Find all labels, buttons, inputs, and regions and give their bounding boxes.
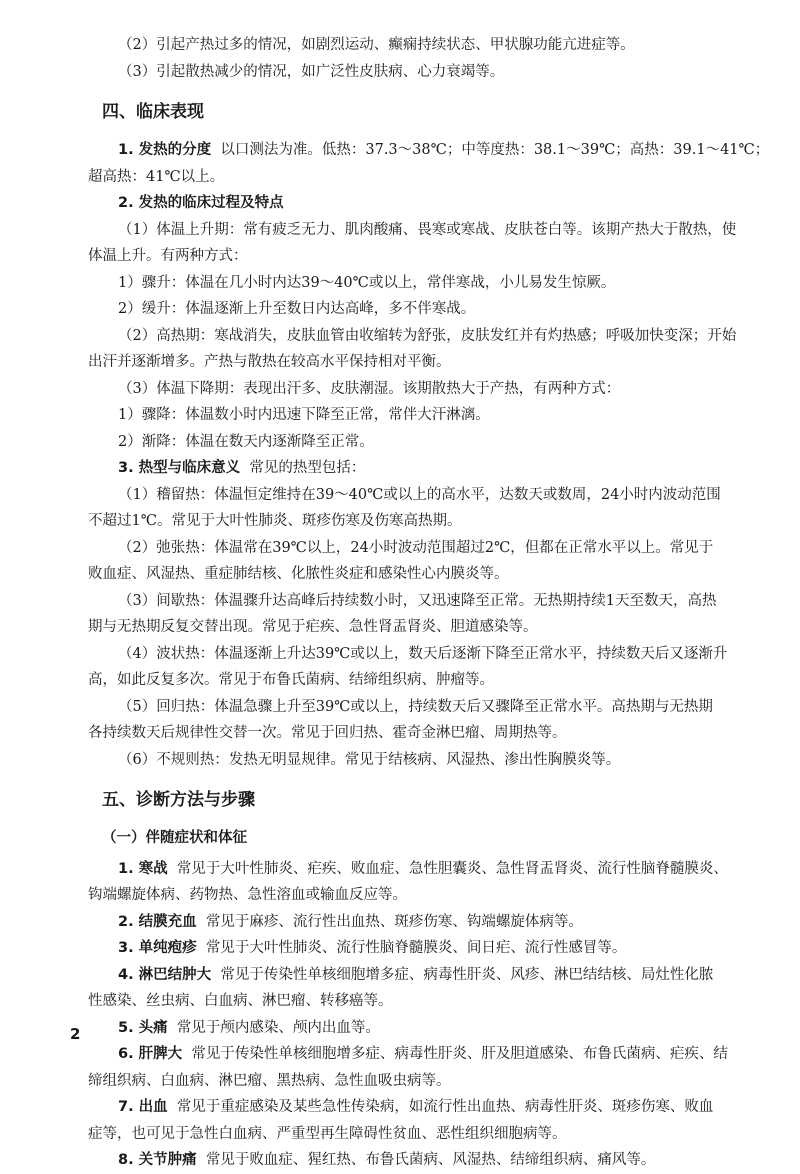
high-line1: （2）高热期：寒战消失，皮肤血管由收缩转为舒张，皮肤发红并有灼热感；呼吸加快变深；开始: [118, 327, 737, 344]
symptom-item: [88, 1147, 718, 1174]
subsection-1-heading: （一）伴随症状和体征: [102, 830, 247, 846]
fever-grade-line2: 超高热：41℃以上。: [88, 168, 225, 185]
symptom-line2: 性感染、丝虫病、白血病、淋巴瘤、转移癌等。: [88, 993, 393, 1009]
symptom-title: 6. 肝脾大: [118, 1046, 183, 1062]
fever-grade-para: [88, 137, 770, 164]
symptom-item: [88, 1094, 718, 1121]
symptom-line2: 缔组织病、白血病、淋巴瘤、黑热病、急性血吸虫病等。: [88, 1072, 451, 1089]
rise-line1: （1）体温上升期：常有疲乏无力、肌肉酸痛、畏寒或寒战、皮肤苍白等。该期产热大于散热，使: [118, 221, 737, 238]
type2-line2: 败血症、风湿热、重症肺结核、化脓性炎症和感染性心内膜炎等。: [88, 566, 509, 582]
page-number: 2: [70, 1025, 81, 1043]
symptom-title: 3. 单纯疱疹: [118, 940, 197, 956]
symptom-item: [88, 962, 718, 989]
cause-line-2: （2）引起产热过多的情况，如剧烈运动、癫痫持续状态、甲状腺功能亢进症等。: [118, 37, 635, 53]
fever-type-title: 3. 热型与临床意义: [118, 460, 241, 476]
symptom-list: [88, 856, 728, 1174]
rise-a: 1）骤升：体温在几小时内达39～40℃或以上，常伴寒战，小儿易发生惊厥。: [118, 274, 616, 291]
fever-grade-line1: 以口测法为准。低热：37.3～38℃；中等度热：38.1～39℃；高热：39.1～41℃；: [220, 142, 770, 158]
symptom-title: 8. 关节肿痛: [118, 1152, 197, 1168]
symptom-line1: 常见于大叶性肺炎、疟疾、败血症、急性胆囊炎、急性肾盂肾炎、流行性脑脊髓膜炎、: [176, 860, 728, 877]
rise-line2: 体温上升。有两种方式：: [88, 248, 248, 264]
type2-line1: （2）弛张热：体温常在39℃以上，24小时波动范围超过2℃，但都在正常水平以上。常见于: [118, 539, 714, 556]
high-line2: 出汗并逐渐增多。产热与散热在较高水平保持相对平衡。: [88, 354, 451, 370]
symptom-title: 7. 出血: [118, 1099, 168, 1115]
symptom-item: [88, 909, 718, 936]
symptom-title: 5. 头痛: [118, 1019, 168, 1036]
rise-b: 2）缓升：体温逐渐上升至数日内达高峰，多不伴寒战。: [118, 301, 476, 317]
type4-line2: 高，如此反复多次。常见于布鲁氏菌病、结缔组织病、肿瘤等。: [88, 672, 494, 688]
type1-line1: （1）稽留热：体温恒定维持在39～40℃或以上的高水平，达数天或数周，24小时内波动范围: [118, 486, 721, 503]
symptom-line1: 常见于传染性单核细胞增多症、病毒性肝炎、肝及胆道感染、布鲁氏菌病、疟疾、结: [191, 1046, 728, 1062]
section-4-heading: 四、临床表现: [102, 102, 204, 122]
type6: （6）不规则热：发热无明显规律。常见于结核病、风湿热、渗出性胸膜炎等。: [118, 751, 621, 768]
symptom-line1: 常见于麻疹、流行性出血热、斑疹伤寒、钩端螺旋体病等。: [205, 913, 583, 930]
symptom-item: [88, 935, 718, 962]
symptom-item: [88, 1015, 718, 1042]
fall-a: 1）骤降：体温数小时内迅速下降至正常，常伴大汗淋漓。: [118, 407, 490, 423]
type1-line2: 不超过1℃。常见于大叶性肺炎、斑疹伤寒及伤寒高热期。: [88, 513, 462, 529]
fall-line1: （3）体温下降期：表现出汗多、皮肤潮湿。该期散热大于产热，有两种方式：: [118, 380, 621, 397]
type4-line1: （4）波状热：体温逐渐上升达39℃或以上，数天后逐渐下降至正常水平，持续数天后又逐渐升: [118, 645, 728, 662]
cause-line-3: （3）引起散热减少的情况，如广泛性皮肤病、心力衰竭等。: [118, 63, 505, 80]
symptom-line2: 钩端螺旋体病、药物热、急性溶血或输血反应等。: [88, 887, 407, 903]
symptom-line1: 常见于败血症、猩红热、布鲁氏菌病、风湿热、结缔组织病、痛风等。: [205, 1152, 656, 1168]
type3-line2: 期与无热期反复交替出现。常见于疟疾、急性肾盂肾炎、胆道感染等。: [88, 619, 538, 635]
fever-type-intro: 常见的热型包括：: [249, 460, 366, 476]
symptom-title: 4. 淋巴结肿大: [118, 966, 212, 983]
symptom-line1: 常见于传染性单核细胞增多症、病毒性肝炎、风疹、淋巴结结核、局灶性化脓: [220, 966, 714, 983]
clinical-process-title: 2. 发热的临床过程及特点: [118, 195, 284, 211]
fall-b: 2）渐降：体温在数天内逐渐降至正常。: [118, 433, 374, 450]
section-5-heading: 五、诊断方法与步骤: [102, 790, 255, 810]
symptom-line1: 常见于大叶性肺炎、流行性脑脊髓膜炎、间日疟、流行性感冒等。: [205, 940, 627, 956]
page-content: [88, 32, 770, 1174]
symptom-line1: 常见于重症感染及某些急性传染病，如流行性出血热、病毒性肝炎、斑疹伤寒、败血: [176, 1099, 714, 1115]
fever-type-para: [88, 455, 718, 482]
symptom-line2: 症等，也可见于急性白血病、严重型再生障碍性贫血、恶性组织细胞病等。: [88, 1125, 567, 1142]
fever-grade-title: 1. 发热的分度: [118, 142, 212, 158]
type3-line1: （3）间歇热：体温骤升达高峰后持续数小时，又迅速降至正常。无热期持续1天至数天，高热: [118, 592, 717, 609]
symptom-item: [88, 856, 728, 883]
symptom-title: 1. 寒战: [118, 860, 168, 877]
symptom-line1: 常见于颅内感染、颅内出血等。: [176, 1019, 380, 1036]
type5-line2: 各持续数天后规律性交替一次。常见于回归热、霍奇金淋巴瘤、周期热等。: [88, 725, 567, 741]
type5-line1: （5）回归热：体温急骤上升至39℃或以上，持续数天后又骤降至正常水平。高热期与无热期: [118, 698, 713, 715]
symptom-item: [88, 1041, 728, 1068]
symptom-title: 2. 结膜充血: [118, 913, 197, 930]
